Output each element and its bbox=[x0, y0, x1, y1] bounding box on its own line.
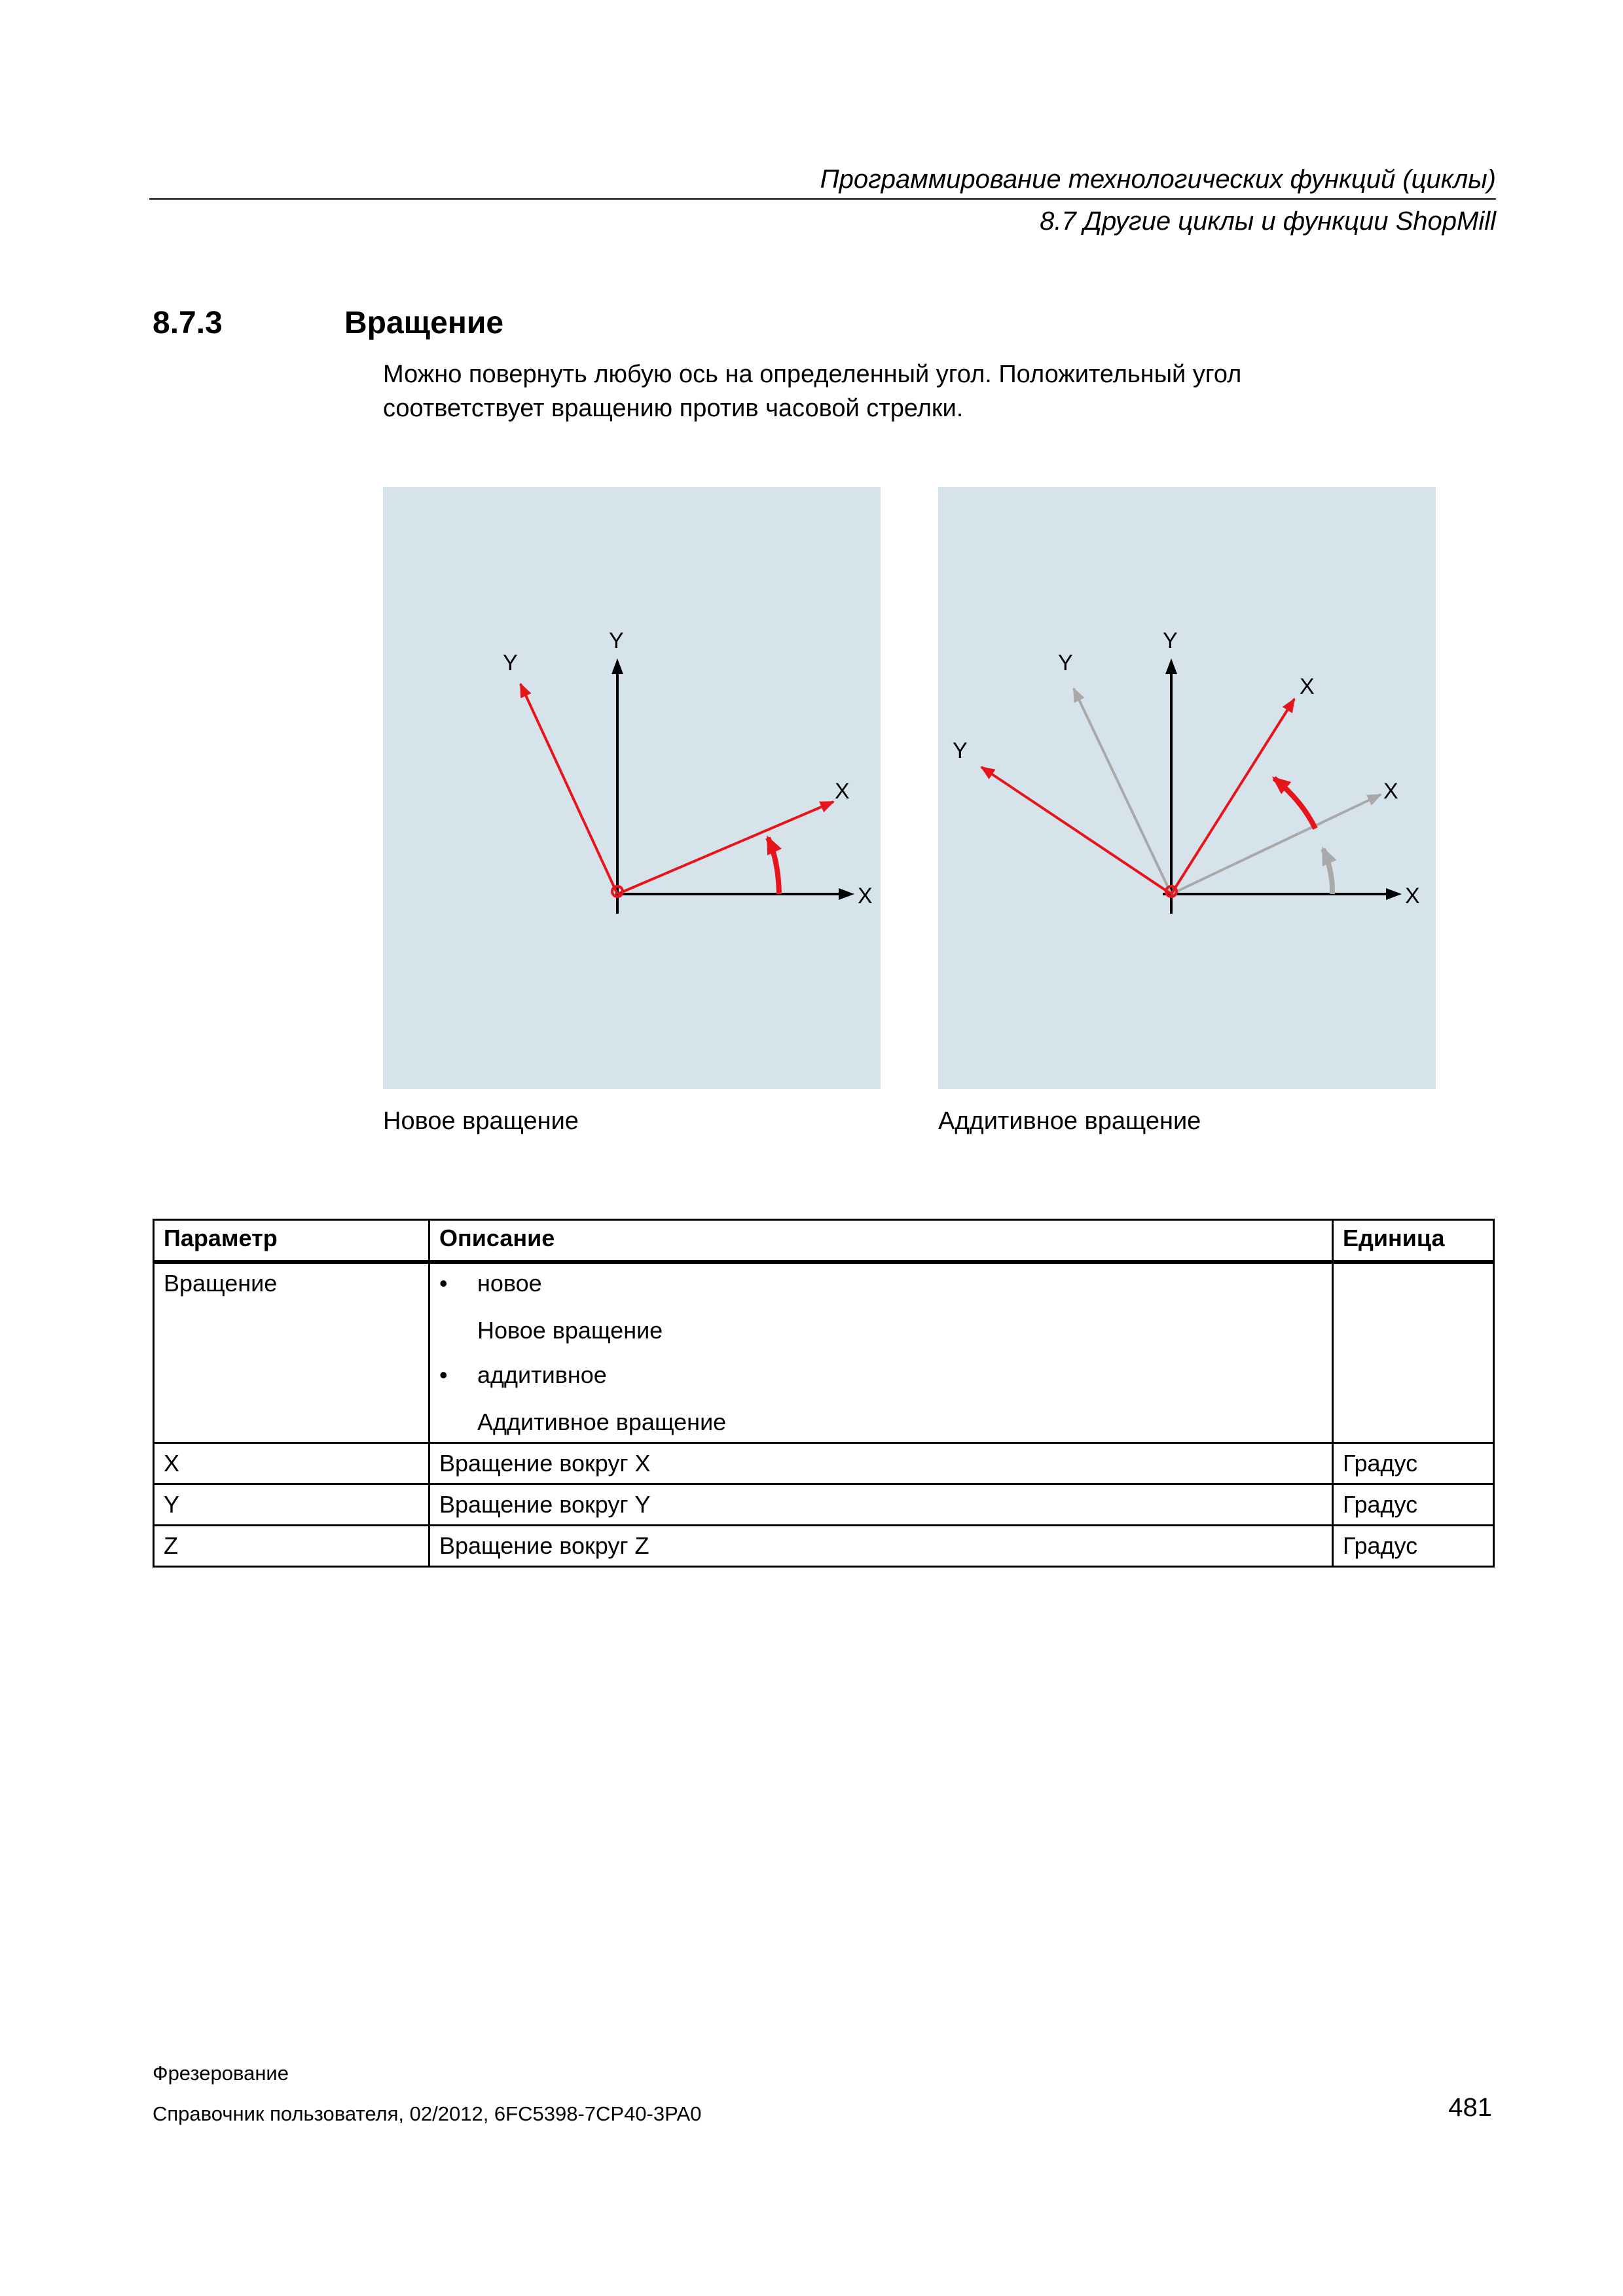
fixed-x-arrowhead bbox=[1386, 888, 1402, 900]
table-row bbox=[154, 1262, 1494, 1443]
column-header-unit: Единица bbox=[1333, 1220, 1494, 1263]
previous-y-axis bbox=[1074, 689, 1171, 894]
table-row bbox=[154, 1526, 1494, 1567]
caption-new-rotation: Новое вращение bbox=[383, 1107, 579, 1135]
running-header-chapter: Программирование технологических функций (циклы) bbox=[820, 165, 1496, 194]
cell-param: Вращение bbox=[154, 1262, 429, 1443]
cell-description: Вращение вокруг Z bbox=[429, 1526, 1333, 1567]
label-rotated-y: Y bbox=[503, 651, 518, 675]
label-rotated-x: X bbox=[1300, 674, 1315, 699]
fixed-y-arrowhead bbox=[611, 658, 623, 674]
section-number: 8.7.3 bbox=[153, 306, 223, 340]
option-description: Аддитивное вращение bbox=[477, 1408, 727, 1435]
footer-document-info: Справочник пользователя, 02/2012, 6FC5398-7CP40-3PA0 bbox=[153, 2102, 702, 2125]
caption-additive-rotation: Аддитивное вращение bbox=[938, 1107, 1201, 1135]
fixed-y-arrowhead bbox=[1165, 658, 1177, 674]
cell-param: Z bbox=[154, 1526, 429, 1567]
column-header-parameter: Параметр bbox=[154, 1220, 429, 1263]
table-row bbox=[154, 1443, 1494, 1484]
option-item bbox=[439, 1359, 1322, 1391]
footer-product: Фрезерование bbox=[153, 2062, 289, 2085]
previous-angle-arc bbox=[1323, 849, 1332, 894]
parameter-table bbox=[153, 1219, 1495, 1568]
cell-param: Y bbox=[154, 1484, 429, 1526]
option-label: аддитивное bbox=[477, 1361, 607, 1388]
option-label: новое bbox=[477, 1270, 542, 1297]
header-rule bbox=[149, 198, 1496, 200]
cell-description bbox=[429, 1262, 1333, 1443]
option-description: Новое вращение bbox=[477, 1317, 663, 1344]
running-header-section: 8.7 Другие циклы и функции ShopMill bbox=[1040, 207, 1496, 236]
cell-description: Вращение вокруг X bbox=[429, 1443, 1333, 1484]
intro-paragraph: Можно повернуть любую ось на определенный угол. Положительный угол соответствует вращению против часовой стрелки. bbox=[383, 361, 1242, 422]
label-previous-y: Y bbox=[1058, 651, 1073, 675]
rotated-y-axis bbox=[981, 767, 1171, 894]
label-rotated-x: X bbox=[835, 779, 850, 804]
cell-unit: Градус bbox=[1333, 1443, 1494, 1484]
figure-new-rotation bbox=[383, 487, 881, 1089]
label-rotated-y: Y bbox=[953, 738, 968, 763]
cell-unit: Градус bbox=[1333, 1526, 1494, 1567]
page-number: 481 bbox=[1448, 2093, 1492, 2122]
rotated-x-axis bbox=[617, 802, 833, 894]
table-header-row bbox=[154, 1220, 1494, 1263]
bullet-icon: • bbox=[439, 1361, 448, 1388]
label-fixed-x: X bbox=[858, 884, 873, 908]
label-fixed-y: Y bbox=[1163, 628, 1178, 653]
bullet-icon: • bbox=[439, 1270, 448, 1297]
rotated-y-axis bbox=[520, 684, 617, 894]
cell-unit: Градус bbox=[1333, 1484, 1494, 1526]
cell-description: Вращение вокруг Y bbox=[429, 1484, 1333, 1526]
cell-param: X bbox=[154, 1443, 429, 1484]
figure-additive-rotation bbox=[938, 487, 1436, 1089]
label-fixed-x: X bbox=[1405, 884, 1420, 908]
label-fixed-y: Y bbox=[609, 628, 624, 653]
additive-rotation-diagram bbox=[938, 487, 1436, 1089]
label-previous-x: X bbox=[1383, 779, 1398, 804]
rotation-angle-arc bbox=[768, 838, 779, 894]
new-rotation-diagram bbox=[383, 487, 881, 1089]
fixed-x-arrowhead bbox=[839, 888, 854, 900]
cell-unit bbox=[1333, 1262, 1494, 1443]
column-header-description: Описание bbox=[429, 1220, 1333, 1263]
option-item bbox=[439, 1268, 1322, 1299]
table-row bbox=[154, 1484, 1494, 1526]
rotation-angle-arc bbox=[1274, 778, 1315, 829]
section-title: Вращение bbox=[344, 306, 504, 340]
